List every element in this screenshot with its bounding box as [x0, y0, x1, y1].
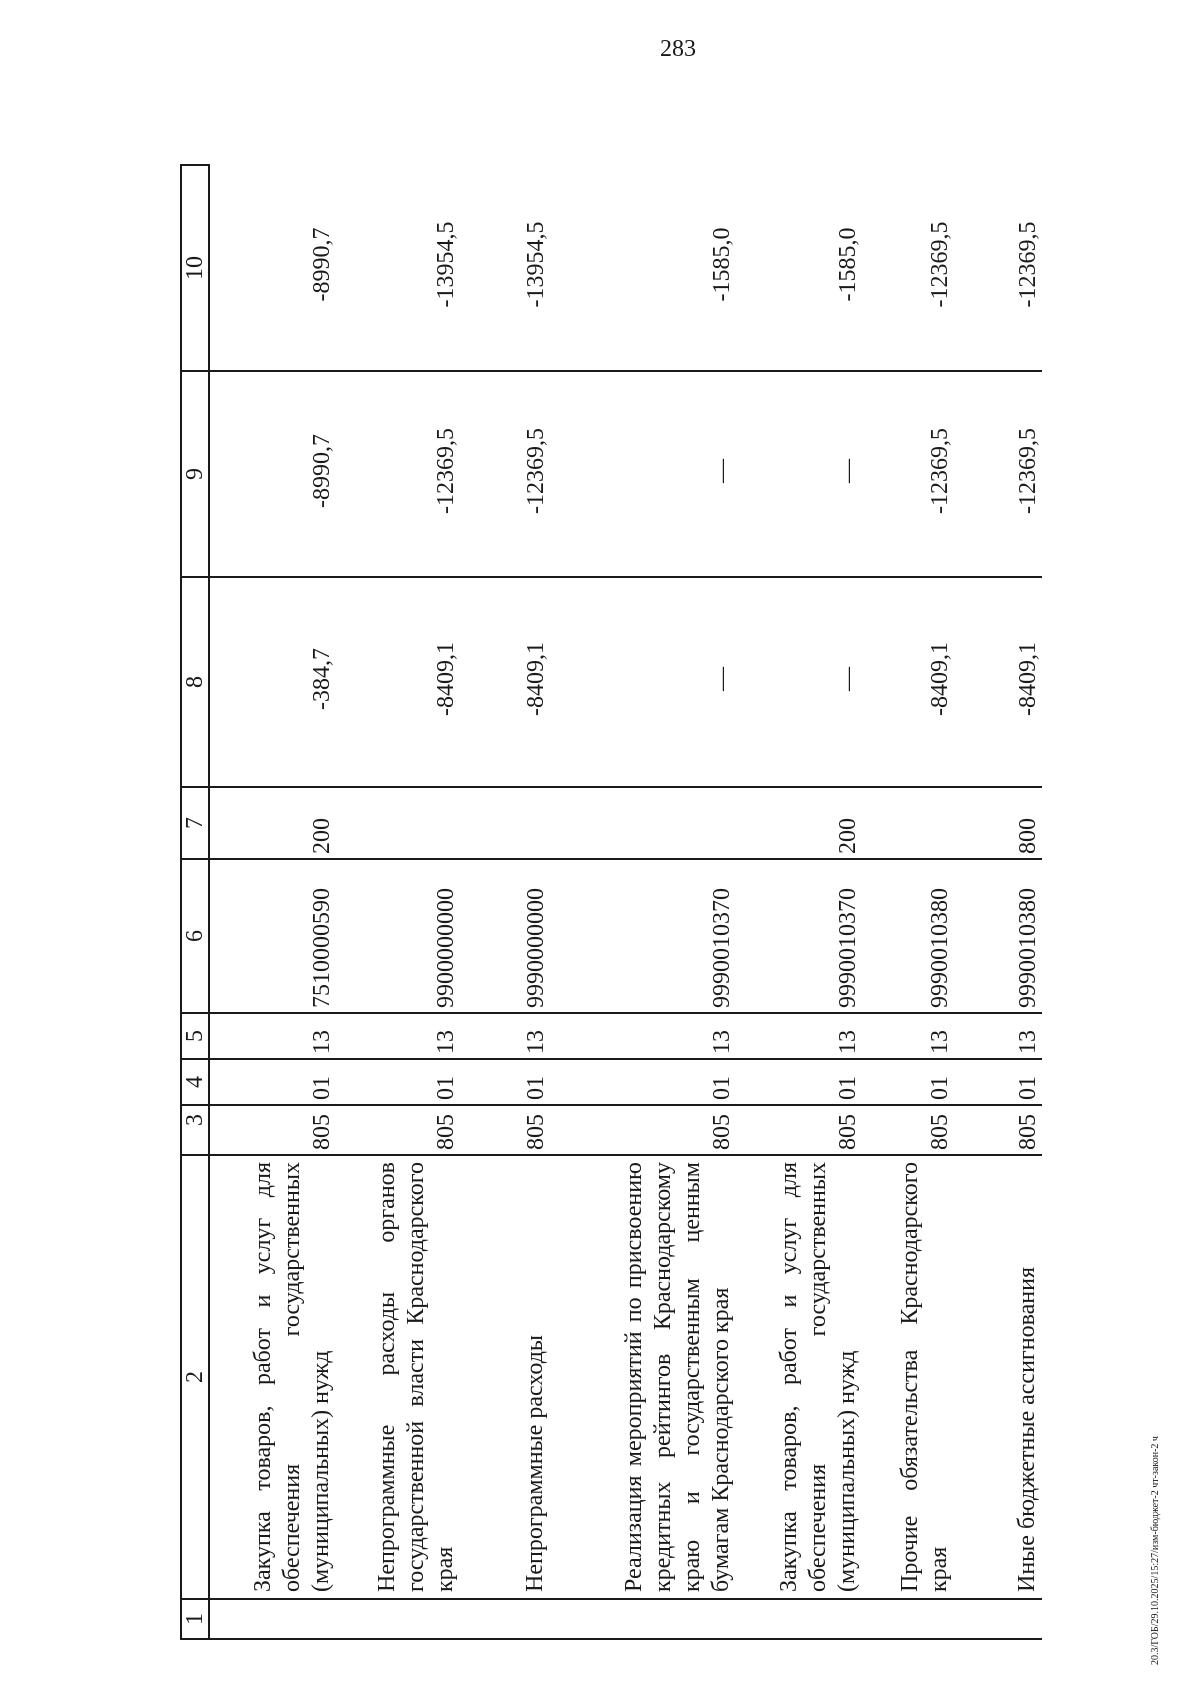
code-cell: 13 — [954, 1013, 1042, 1059]
code-cell: 9990000000 — [460, 859, 550, 1013]
row-number-cell — [209, 1599, 336, 1639]
row-name: Реализация мероприятий по присвоению кредитных рейтингов Краснодарскому краю и государственным ценным бумагам Краснодарского края — [621, 1162, 734, 1592]
value-cell: — — [736, 371, 862, 577]
header-cell: 10 — [181, 165, 209, 371]
row-name: Непрограммные расходы органов государственной власти Краснодарского края — [374, 1162, 458, 1592]
row-name: Непрограммные расходы — [522, 1334, 548, 1592]
code-cell: 800 — [954, 787, 1042, 859]
row-name: Закупка товаров, работ и услуг для обеспечения государственных (муниципальных) нужд — [250, 1162, 334, 1592]
name-cell — [209, 1155, 336, 1599]
document-footer-path: 20.3/ГОБ/29.10.2025/15:27/изм-бюджет-2 чт-закон-2 ч — [1150, 1436, 1161, 1665]
value-cell: -384,7 — [209, 577, 336, 787]
value-cell: — — [550, 371, 736, 577]
rotated-table-wrapper — [180, 166, 1100, 1640]
code-cell — [460, 787, 550, 859]
code-cell: 01 — [954, 1059, 1042, 1105]
value-cell: -1585,0 — [550, 165, 736, 371]
table-row — [209, 165, 336, 1639]
value-cell: — — [550, 577, 736, 787]
code-cell: 13 — [862, 1013, 954, 1059]
code-cell: 805 — [550, 1105, 736, 1155]
value-cell: -8409,1 — [862, 577, 954, 787]
code-cell: 805 — [736, 1105, 862, 1155]
code-cell: 805 — [460, 1105, 550, 1155]
header-cell: 6 — [181, 859, 209, 1013]
code-cell: 805 — [209, 1105, 336, 1155]
code-cell: 13 — [209, 1013, 336, 1059]
value-cell: -8409,1 — [336, 577, 460, 787]
budget-table — [180, 164, 1042, 1640]
table-row — [862, 165, 954, 1639]
value-cell: -13954,5 — [460, 165, 550, 371]
header-row — [181, 165, 209, 1639]
code-cell: 01 — [460, 1059, 550, 1105]
value-cell: -13954,5 — [336, 165, 460, 371]
value-cell: -8990,7 — [209, 371, 336, 577]
header-cell: 2 — [181, 1155, 209, 1599]
header-cell: 9 — [181, 371, 209, 577]
value-cell: -12369,5 — [954, 165, 1042, 371]
code-cell: 01 — [336, 1059, 460, 1105]
header-cell: 5 — [181, 1013, 209, 1059]
row-name: Прочие обязательства Краснодарского края — [897, 1162, 952, 1592]
row-number-cell — [336, 1599, 460, 1639]
code-cell — [550, 787, 736, 859]
value-cell: -8409,1 — [954, 577, 1042, 787]
code-cell: 9990010370 — [550, 859, 736, 1013]
code-cell: 13 — [550, 1013, 736, 1059]
value-cell: — — [736, 577, 862, 787]
row-name: Закупка товаров, работ и услуг для обеспечения государственных (муниципальных) нужд — [776, 1162, 860, 1592]
table-body — [209, 165, 1042, 1639]
row-number-cell — [862, 1599, 954, 1639]
header-cell: 3 — [181, 1105, 209, 1155]
header-cell: 1 — [181, 1599, 209, 1639]
row-number-cell — [954, 1599, 1042, 1639]
value-cell: -12369,5 — [862, 165, 954, 371]
code-cell: 805 — [954, 1105, 1042, 1155]
code-cell: 13 — [460, 1013, 550, 1059]
header-cell: 4 — [181, 1059, 209, 1105]
row-name: Иные бюджетные ассигнования — [1014, 1267, 1040, 1592]
name-cell — [736, 1155, 862, 1599]
code-cell: 01 — [862, 1059, 954, 1105]
code-cell: 9990010380 — [862, 859, 954, 1013]
table-row — [550, 165, 736, 1639]
code-cell — [862, 787, 954, 859]
code-cell: 805 — [862, 1105, 954, 1155]
value-cell: -12369,5 — [954, 371, 1042, 577]
value-cell: -8990,7 — [209, 165, 336, 371]
code-cell: 01 — [209, 1059, 336, 1105]
table-row — [954, 165, 1042, 1639]
code-cell: 200 — [736, 787, 862, 859]
value-cell: -1585,0 — [736, 165, 862, 371]
row-number-cell — [736, 1599, 862, 1639]
code-cell: 9990010370 — [736, 859, 862, 1013]
code-cell: 200 — [209, 787, 336, 859]
name-cell — [550, 1155, 736, 1599]
code-cell: 9900000000 — [336, 859, 460, 1013]
header-cell: 7 — [181, 787, 209, 859]
name-cell — [460, 1155, 550, 1599]
code-cell: 13 — [336, 1013, 460, 1059]
value-cell: -8409,1 — [460, 577, 550, 787]
header-cell: 8 — [181, 577, 209, 787]
name-cell — [954, 1155, 1042, 1599]
table-row — [736, 165, 862, 1639]
code-cell: 01 — [736, 1059, 862, 1105]
row-number-cell — [460, 1599, 550, 1639]
table-row — [460, 165, 550, 1639]
code-cell: 01 — [550, 1059, 736, 1105]
value-cell: -12369,5 — [336, 371, 460, 577]
value-cell: -12369,5 — [862, 371, 954, 577]
code-cell: 13 — [736, 1013, 862, 1059]
table-row — [336, 165, 460, 1639]
value-cell: -12369,5 — [460, 371, 550, 577]
code-cell: 7510000590 — [209, 859, 336, 1013]
code-cell: 805 — [336, 1105, 460, 1155]
code-cell — [336, 787, 460, 859]
name-cell — [862, 1155, 954, 1599]
name-cell — [336, 1155, 460, 1599]
code-cell: 9990010380 — [954, 859, 1042, 1013]
page-number: 283 — [660, 36, 696, 62]
row-number-cell — [550, 1599, 736, 1639]
